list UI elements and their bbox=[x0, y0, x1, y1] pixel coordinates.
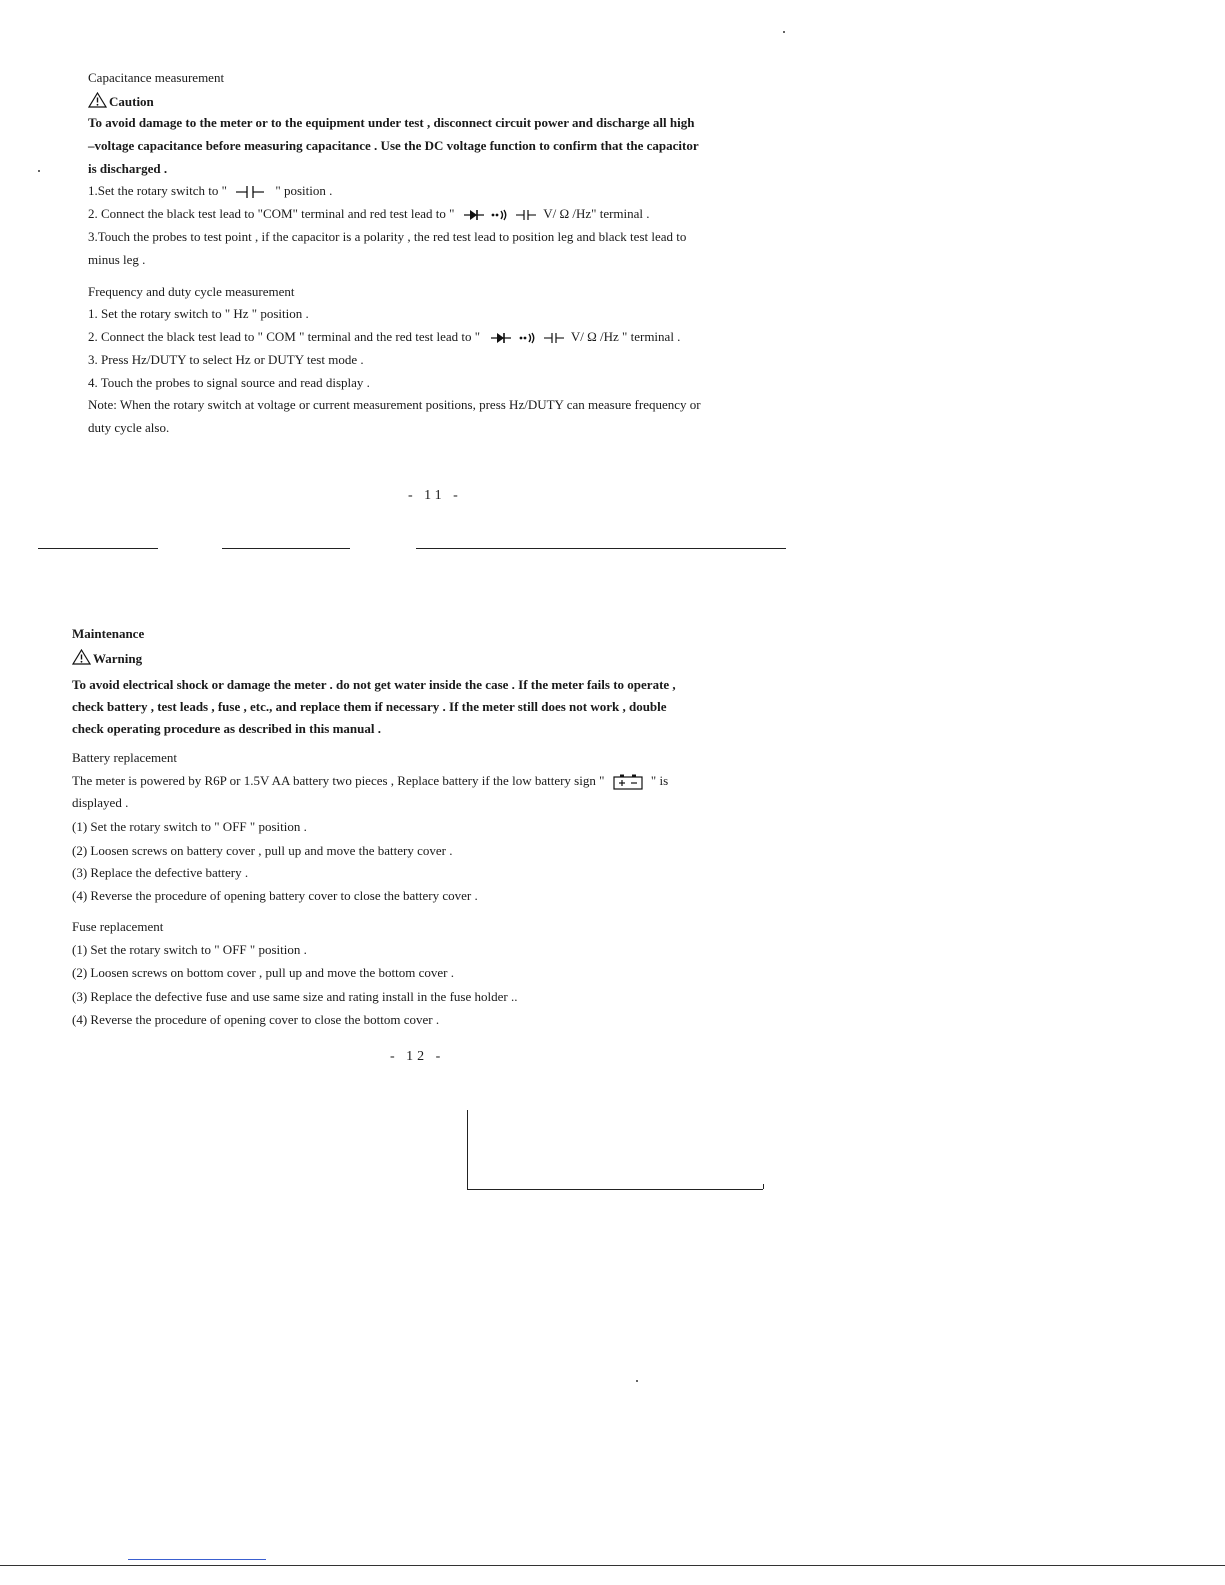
step-2-text-a: 2. Connect the black test lead to "COM" terminal and red test lead to " bbox=[88, 206, 455, 221]
fuse-step-2: (2) Loosen screws on bottom cover , pull up and move the bottom cover . bbox=[72, 965, 454, 980]
battery-step-2: (2) Loosen screws on battery cover , pull up and move the battery cover . bbox=[72, 843, 453, 858]
step-1-text-a: 1.Set the rotary switch to " bbox=[88, 183, 227, 198]
battery-intro-line-2: displayed . bbox=[72, 795, 129, 810]
page-number-12: - 12 - bbox=[390, 1049, 445, 1064]
caution-text-line-2: –voltage capacitance before measuring capacitance . Use the DC voltage function to confirm that the capacitor bbox=[88, 138, 699, 153]
section-title-maintenance: Maintenance bbox=[72, 626, 145, 641]
battery-intro-line-1 bbox=[72, 773, 668, 790]
scan-speck bbox=[38, 170, 40, 172]
continuity-beep-icon bbox=[519, 332, 537, 344]
step-2-text-b: V/ Ω /Hz" terminal . bbox=[543, 206, 650, 221]
fuse-step-1: (1) Set the rotary switch to " OFF " position . bbox=[72, 942, 307, 957]
fuse-step-4: (4) Reverse the procedure of opening cover to close the bottom cover . bbox=[72, 1012, 440, 1027]
battery-step-4: (4) Reverse the procedure of opening battery cover to close the battery cover . bbox=[72, 888, 478, 903]
warning-text-line-1: To avoid electrical shock or damage the meter . do not get water inside the case . If the meter fails to operate , bbox=[72, 677, 676, 692]
battery-intro-text-b: " is bbox=[650, 773, 669, 788]
warning-triangle-icon bbox=[88, 92, 107, 108]
battery-step-1: (1) Set the rotary switch to " OFF " position . bbox=[72, 819, 307, 834]
scan-bracket-tick bbox=[763, 1184, 764, 1189]
battery-step-3: (3) Replace the defective battery . bbox=[72, 865, 249, 880]
continuity-beep-icon bbox=[491, 209, 509, 221]
caution-heading bbox=[88, 92, 154, 110]
section-title-fuse: Fuse replacement bbox=[72, 919, 164, 934]
diode-icon bbox=[491, 332, 511, 344]
caution-text-line-3: is discharged . bbox=[88, 161, 168, 176]
capacitance-step-3-line-2: minus leg . bbox=[88, 252, 146, 267]
low-battery-icon bbox=[612, 774, 644, 790]
frequency-step-3: 3. Press Hz/DUTY to select Hz or DUTY test mode . bbox=[88, 352, 364, 367]
warning-triangle-icon bbox=[72, 649, 91, 665]
scan-speck bbox=[783, 31, 785, 33]
bottom-edge-highlight bbox=[128, 1559, 266, 1560]
section-title-capacitance: Capacitance measurement bbox=[88, 70, 225, 85]
scan-bracket-horizontal bbox=[467, 1189, 763, 1190]
freq-step-2-text-b: V/ Ω /Hz " terminal . bbox=[570, 329, 681, 344]
capacitor-icon bbox=[234, 185, 268, 199]
step-1-text-b: " position . bbox=[275, 183, 333, 198]
frequency-step-2 bbox=[88, 329, 680, 345]
warning-heading bbox=[72, 649, 142, 667]
warning-text-line-3: check operating procedure as described in this manual . bbox=[72, 721, 382, 736]
page-divider-segment-3 bbox=[416, 548, 786, 549]
fuse-step-3: (3) Replace the defective fuse and use same size and rating install in the fuse holder .. bbox=[72, 989, 518, 1004]
caution-label: Caution bbox=[109, 94, 154, 109]
battery-intro-text-a: The meter is powered by R6P or 1.5V AA battery two pieces , Replace battery if the low battery sign " bbox=[72, 773, 605, 788]
capacitor-small-icon bbox=[516, 209, 536, 221]
note-line-1: Note: When the rotary switch at voltage or current measurement positions, press Hz/DUTY can measure frequency or bbox=[88, 397, 701, 412]
section-title-frequency: Frequency and duty cycle measurement bbox=[88, 284, 295, 299]
caution-text-line-1: To avoid damage to the meter or to the equipment under test , disconnect circuit power and discharge all high bbox=[88, 115, 695, 130]
frequency-step-4: 4. Touch the probes to signal source and read display . bbox=[88, 375, 370, 390]
capacitance-step-1 bbox=[88, 183, 332, 199]
warning-text-line-2: check battery , test leads , fuse , etc., and replace them if necessary . If the meter still does not work , double bbox=[72, 699, 667, 714]
freq-step-2-text-a: 2. Connect the black test lead to " COM " terminal and the red test lead to " bbox=[88, 329, 481, 344]
scan-speck bbox=[636, 1380, 638, 1382]
section-title-battery: Battery replacement bbox=[72, 750, 178, 765]
page-number-11: - 11 - bbox=[408, 488, 462, 503]
page-divider-segment-1 bbox=[38, 548, 158, 549]
diode-icon bbox=[464, 209, 484, 221]
capacitance-step-2 bbox=[88, 206, 650, 222]
page-divider-segment-2 bbox=[222, 548, 350, 549]
note-line-2: duty cycle also. bbox=[88, 420, 170, 435]
capacitor-small-icon bbox=[544, 332, 564, 344]
frequency-step-1: 1. Set the rotary switch to " Hz " position . bbox=[88, 306, 309, 321]
scan-bracket-vertical bbox=[467, 1110, 468, 1189]
bottom-edge-rule bbox=[0, 1565, 1225, 1566]
capacitance-step-3-line-1: 3.Touch the probes to test point , if the capacitor is a polarity , the red test lead to position leg and black test lead to bbox=[88, 229, 687, 244]
warning-label: Warning bbox=[93, 651, 143, 666]
